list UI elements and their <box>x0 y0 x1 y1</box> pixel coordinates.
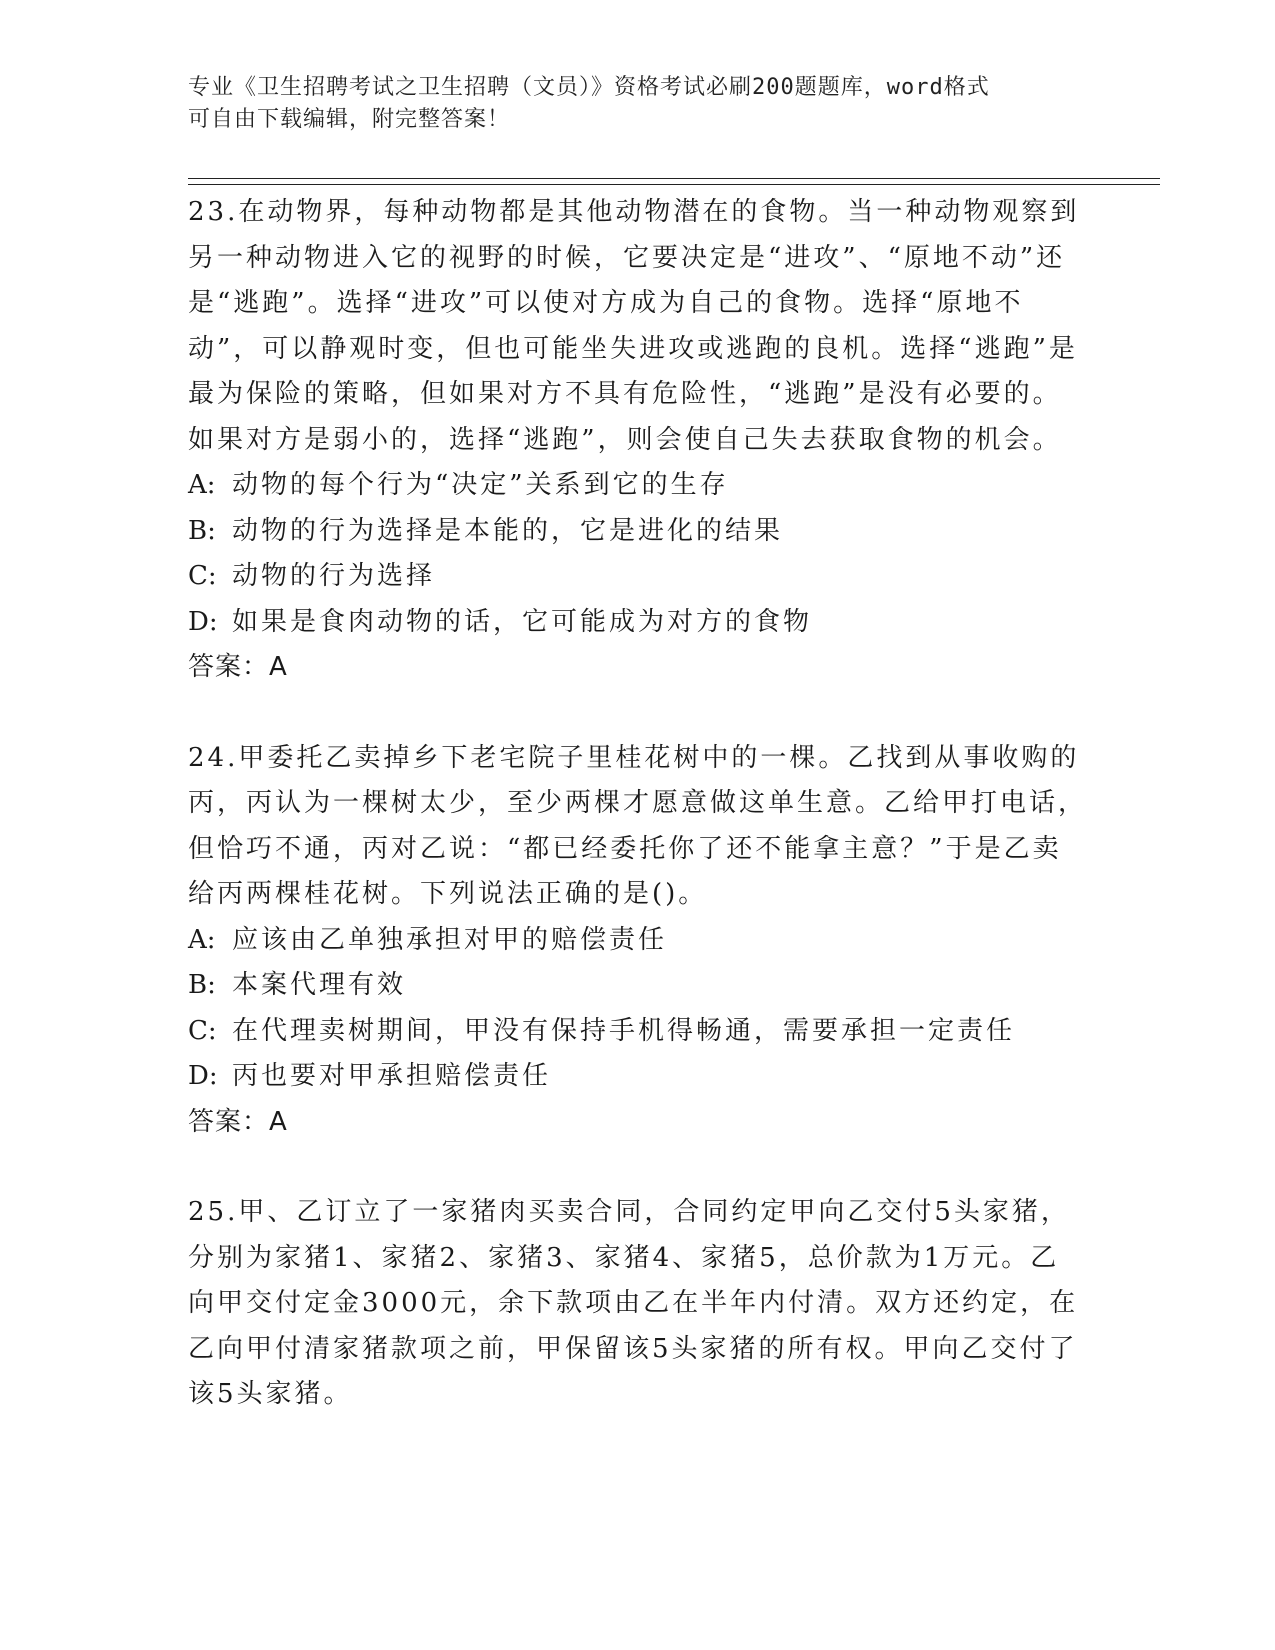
header-line-1: 专业《卫生招聘考试之卫生招聘（文员）》资格考试必刷200题题库，word格式 <box>188 75 990 100</box>
option-text: 动物的每个行为“决定”关系到它的生存 <box>232 470 729 500</box>
question-text: 24.甲委托乙卖掉乡下老宅院子里桂花树中的一棵。乙找到从事收购的丙，丙认为一棵树太少，至少两棵才愿意做这单生意。乙给甲打电话，但恰巧不通，丙对乙说：“都已经委托你了还不能拿主意？”于是乙卖给丙两棵桂花树。下列说法正确的是()。 <box>188 742 1088 909</box>
question-text: 23.在动物界，每种动物都是其他动物潜在的食物。当一种动物观察到另一种动物进入它的视野的时候，它要决定是“进攻”、“原地不动”还是“逃跑”。选择“进攻”可以使对方成为自己的食物。选择“原地不动”，可以静观时变，但也可能坐失进攻或逃跑的良机。选择“逃跑”是最为保险的策略，但如果对方不具有危险性，“逃跑”是没有必要的。如果对方是弱小的，选择“逃跑”，则会使自己失去获取食物的机会。 <box>188 197 1080 455</box>
option-label: D: <box>188 1061 218 1091</box>
option-c <box>188 554 1088 600</box>
question-24 <box>188 736 1088 1146</box>
option-label: C: <box>188 1015 217 1046</box>
option-label: C: <box>188 561 217 591</box>
option-label: A: <box>188 924 216 955</box>
option-text: 动物的行为选择是本能的，它是进化的结果 <box>232 515 784 546</box>
option-d <box>188 600 1088 646</box>
option-text: 动物的行为选择 <box>232 561 436 591</box>
answer-line: 答案：A <box>188 652 288 682</box>
option-b <box>188 509 1088 555</box>
option-label: D: <box>188 606 218 637</box>
header-rule-top <box>188 178 1160 179</box>
option-d <box>188 1054 1088 1100</box>
option-label: B: <box>188 970 216 1000</box>
option-text: 丙也要对甲承担赔偿责任 <box>232 1061 552 1091</box>
header-line-2: 可自由下载编辑，附完整答案！ <box>188 107 511 132</box>
question-list <box>188 190 1088 1463</box>
option-a <box>188 918 1088 964</box>
question-23 <box>188 190 1088 691</box>
question-text: 25.甲、乙订立了一家猪肉买卖合同，合同约定甲向乙交付5头家猪，分别为家猪1、家猪2、家猪3、家猪4、家猪5，总价款为1万元。乙向甲交付定金3000元，余下款项由乙在半年内付清。双方还约定，在乙向甲付清家猪款项之前，甲保留该5头家猪的所有权。甲向乙交付了该5头家猪。 <box>188 1197 1079 1409</box>
option-label: B: <box>188 515 216 546</box>
header-rule-bottom <box>188 184 1160 185</box>
question-25 <box>188 1190 1088 1418</box>
option-c <box>188 1009 1088 1055</box>
option-label: A: <box>188 470 216 500</box>
option-text: 在代理卖树期间，甲没有保持手机得畅通，需要承担一定责任 <box>232 1015 1016 1046</box>
option-text: 如果是食肉动物的话，它可能成为对方的食物 <box>232 606 813 637</box>
answer-line: 答案：A <box>188 1106 288 1137</box>
option-text: 本案代理有效 <box>232 970 407 1000</box>
document-header <box>188 72 1068 136</box>
option-text: 应该由乙单独承担对甲的赔偿责任 <box>232 924 668 955</box>
option-b <box>188 963 1088 1009</box>
option-a <box>188 463 1088 509</box>
